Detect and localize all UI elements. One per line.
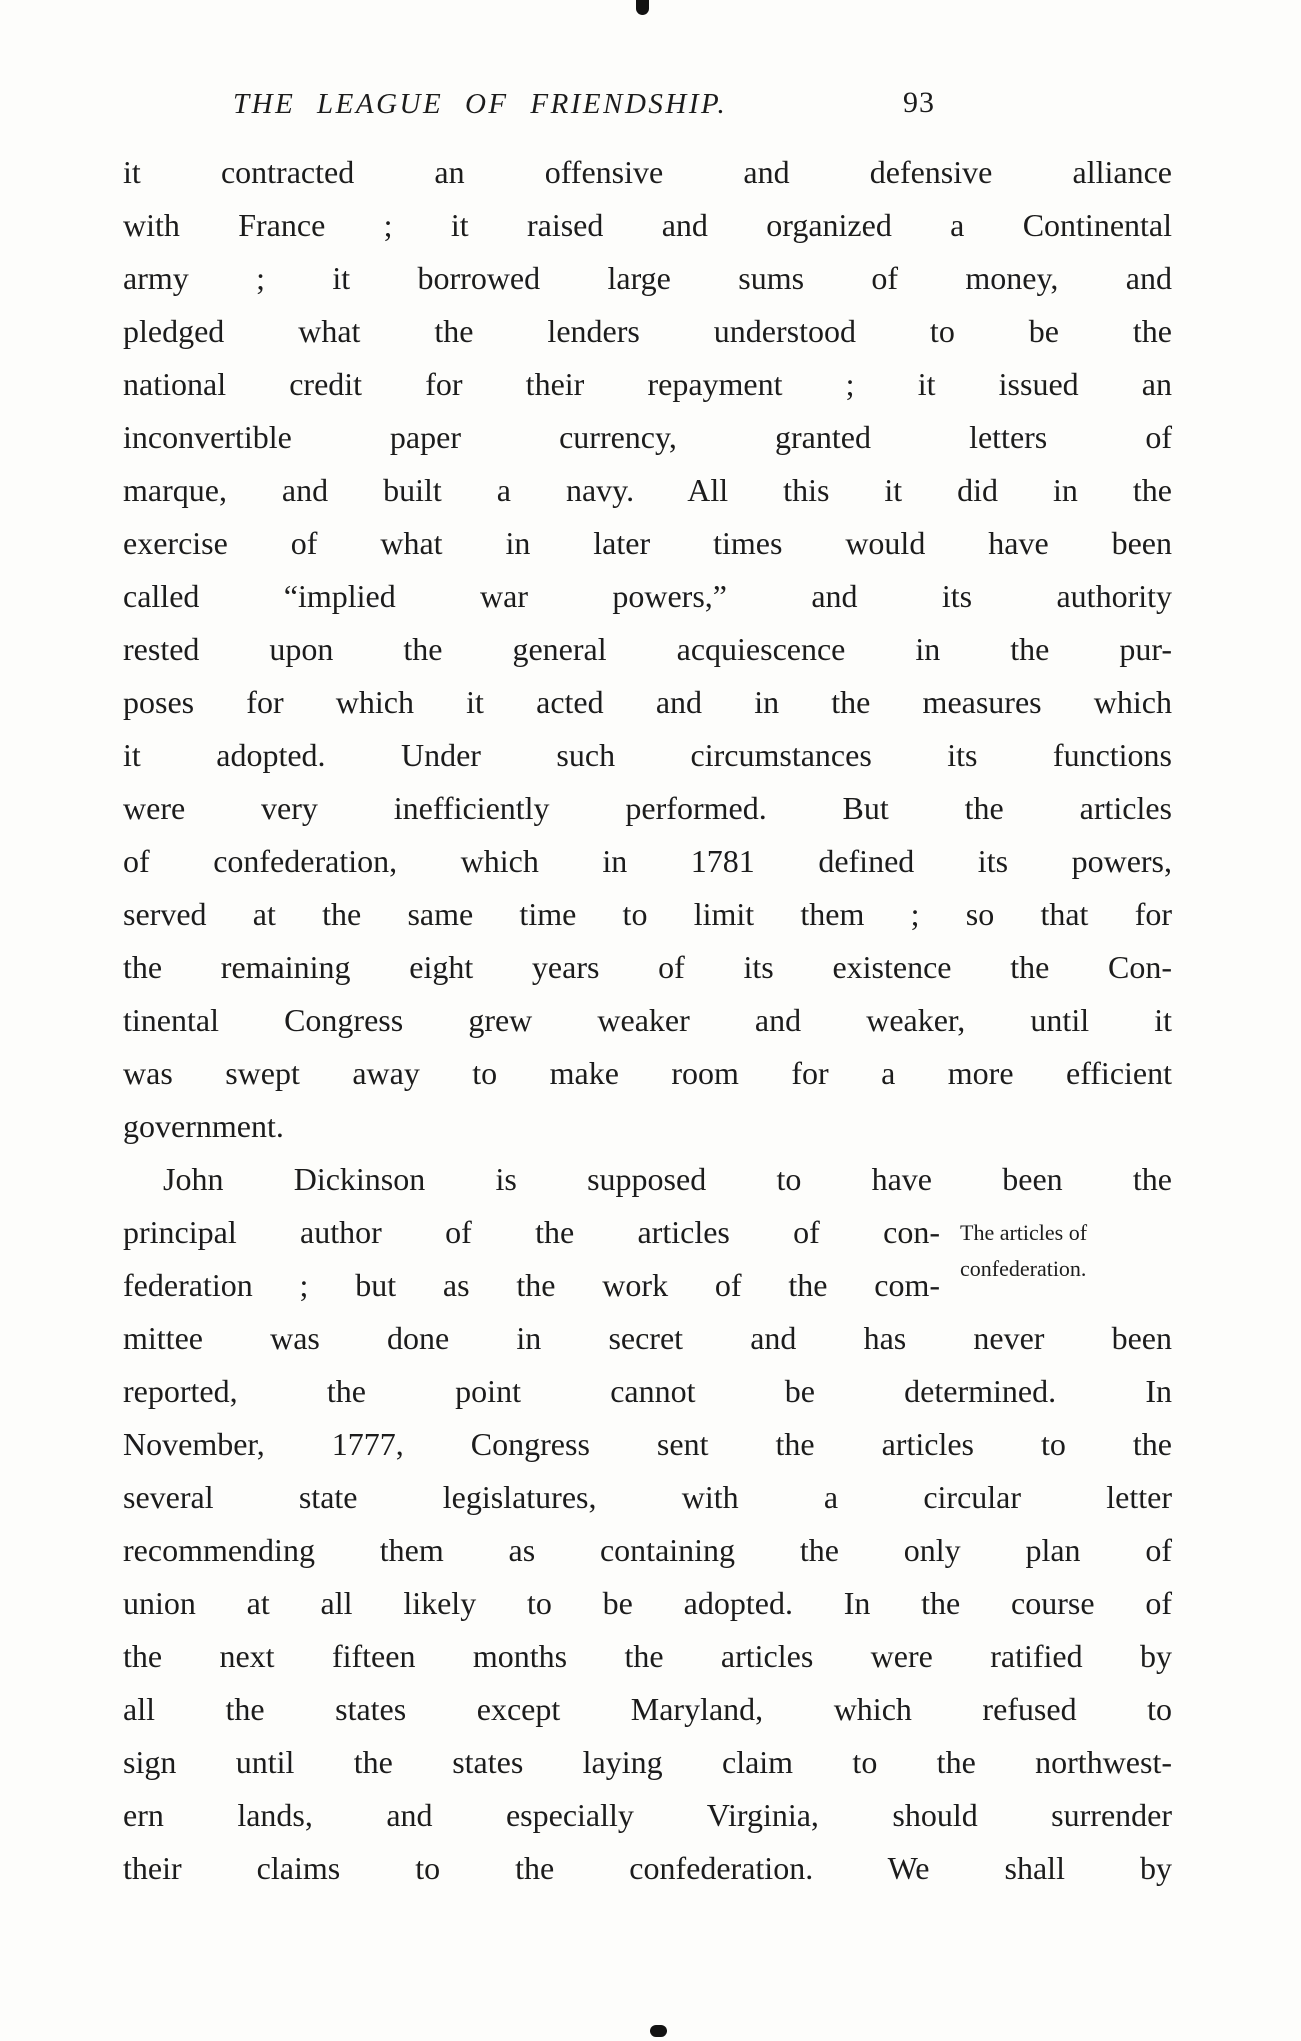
sidenote-main-column <box>123 1206 940 1312</box>
text-line: all the states except Maryland, which refused to <box>123 1691 1172 1727</box>
text-line: were very inefficiently performed. But the articles <box>123 790 1172 826</box>
paragraph-with-sidenote <box>123 1206 1172 1312</box>
margin-note <box>940 1206 1172 1287</box>
text-line: ern lands, and especially Virginia, should surrender <box>123 1797 1172 1833</box>
text-line: federation ; but as the work of the com- <box>123 1267 940 1303</box>
body-text <box>123 146 1172 1895</box>
text-line: recommending them as containing the only plan of <box>123 1532 1172 1568</box>
margin-note-line: confederation. <box>960 1256 1087 1281</box>
text-line: sign until the states laying claim to the northwest- <box>123 1744 1172 1780</box>
text-line: principal author of the articles of con- <box>123 1214 940 1250</box>
text-line: was swept away to make room for a more efficient <box>123 1055 1172 1091</box>
text-line: called “implied war powers,” and its authority <box>123 578 1172 614</box>
text-line: marque, and built a navy. All this it did in the <box>123 472 1172 508</box>
scan-artifact-top <box>636 0 649 15</box>
text-line: several state legislatures, with a circular letter <box>123 1479 1172 1515</box>
text-line: poses for which it acted and in the measures which <box>123 684 1172 720</box>
scan-artifact-bottom <box>650 2025 667 2037</box>
text-line: John Dickinson is supposed to have been the <box>163 1161 1172 1197</box>
text-line: government. <box>123 1108 284 1144</box>
text-line: national credit for their repayment ; it issued an <box>123 366 1172 402</box>
text-line: inconvertible paper currency, granted letters of <box>123 419 1172 455</box>
text-line: November, 1777, Congress sent the articles to the <box>123 1426 1172 1462</box>
text-line: the remaining eight years of its existence the Con- <box>123 949 1172 985</box>
text-line: it contracted an offensive and defensive alliance <box>123 154 1172 190</box>
text-line: it adopted. Under such circumstances its functions <box>123 737 1172 773</box>
margin-note-line: The articles of <box>960 1220 1088 1245</box>
text-line: union at all likely to be adopted. In the course of <box>123 1585 1172 1621</box>
page-header <box>123 88 1172 132</box>
text-line: of confederation, which in 1781 defined its powers, <box>123 843 1172 879</box>
text-line: pledged what the lenders understood to be the <box>123 313 1172 349</box>
text-line: army ; it borrowed large sums of money, and <box>123 260 1172 296</box>
text-line: tinental Congress grew weaker and weaker, until it <box>123 1002 1172 1038</box>
text-line: with France ; it raised and organized a Continental <box>123 207 1172 243</box>
text-line: the next fifteen months the articles were ratified by <box>123 1638 1172 1674</box>
text-line: exercise of what in later times would have been <box>123 525 1172 561</box>
running-title: THE LEAGUE OF FRIENDSHIP. <box>233 88 728 120</box>
text-line: served at the same time to limit them ; so that for <box>123 896 1172 932</box>
page-number: 93 <box>903 86 935 119</box>
text-line: mittee was done in secret and has never been <box>123 1320 1172 1356</box>
text-line: reported, the point cannot be determined. In <box>123 1373 1172 1409</box>
text-line: their claims to the confederation. We shall by <box>123 1850 1172 1886</box>
text-line: rested upon the general acquiescence in the pur- <box>123 631 1172 667</box>
